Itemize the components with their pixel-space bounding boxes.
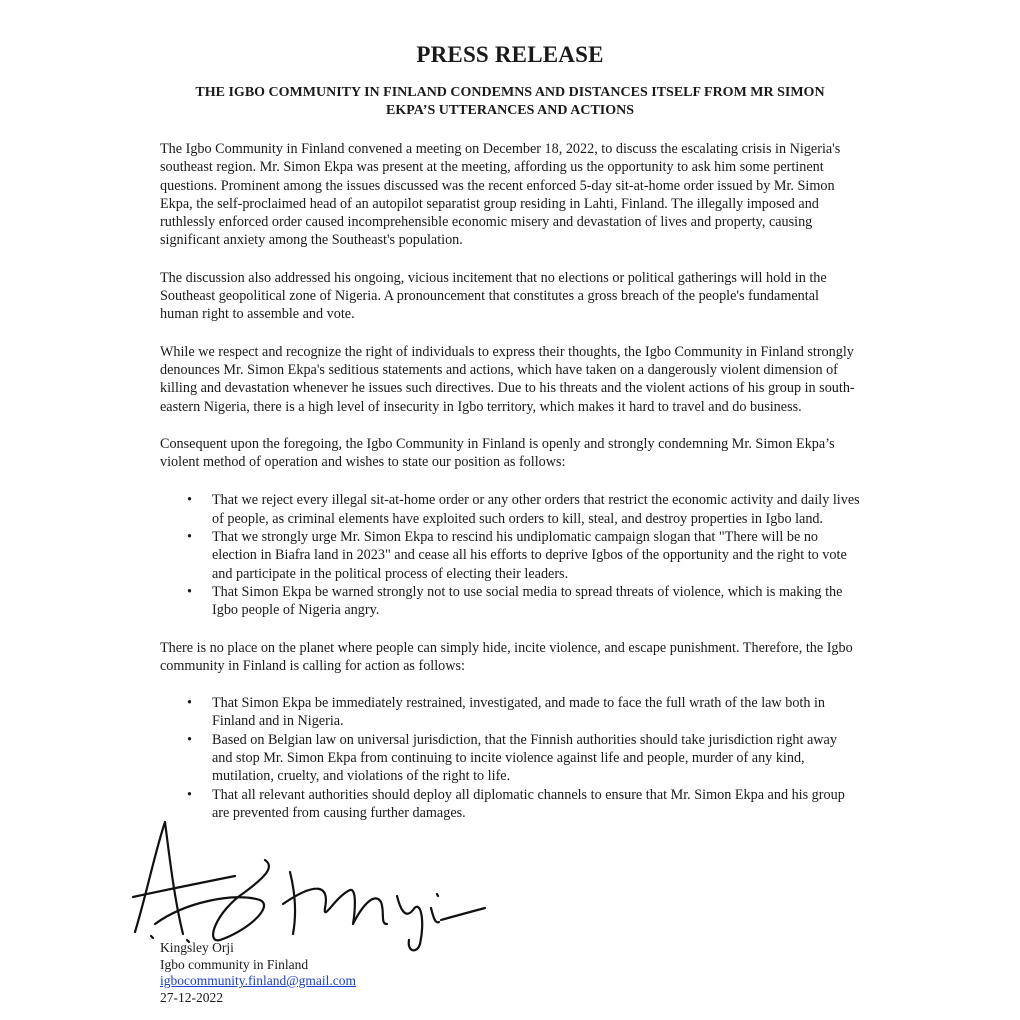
list-item: • That Simon Ekpa be warned strongly not to use social media to spread threats of violence, which is making the Igbo people of Nigeria angry. xyxy=(212,583,860,620)
signer-email-link[interactable]: igbocommunity.finland@gmail.com xyxy=(160,973,357,988)
signature-stroke xyxy=(283,872,387,934)
page-title: PRESS RELEASE xyxy=(416,42,604,67)
paragraph-action-intro: There is no place on the planet where people can simply hide, incite violence, and escape punishment. Therefore, the Igbo community in Finland is calling for action as follows: xyxy=(160,639,853,674)
signature-stroke xyxy=(397,896,422,950)
paragraph-meeting: The Igbo Community in Finland convened a meeting on December 18, 2022, to discuss the escalating crisis in Nigeria's southeast region. Mr. Simon Ekpa was present at the meeting, affording us the opportunity to ask him some pertinent questions. Prominent among the issues discussed was the recent enforced 5-day sit-at-home order issued by Mr. Simon Ekpa, the self-proclaimed head of an autopilot separatist group residing in Lahti, Finland. The illegally imposed and ruthlessly enforced order caused incomprehensible economic misery and devastation of lives and property, causing significant anxiety among the Southeast's population. xyxy=(160,141,841,249)
list-item: • That Simon Ekpa be immediately restrained, investigated, and made to face the full wrath of the law both in Finland and in Nigeria. xyxy=(212,694,860,731)
paragraph-elections: The discussion also addressed his ongoing, vicious incitement that no elections or political gatherings will hold in the Southeast geopolitical zone of Nigeria. A pronouncement that constitutes a gross breach of the people's fundamental human right to assemble and vote. xyxy=(160,269,827,323)
paragraph-denouncement: While we respect and recognize the right of individuals to express their thoughts, the Igbo Community in Finland strongly denounces Mr. Simon Ekpa's seditious statements and actions, which have taken on a dangerously violent dimension of killing and devastation whenever he issues such directives. Due to his threats and the violent actions of his group in south-eastern Nigeria, there is a high level of insecurity in Igbo territory, which makes it hard to travel and do business. xyxy=(160,343,855,415)
signature-stroke xyxy=(441,908,485,920)
list-item: • That we reject every illegal sit-at-home order or any other orders that restrict the economic activity and daily lives of people, as criminal elements have exploited such orders to kill, steal, and destroy properties in Igbo land. xyxy=(212,491,860,528)
paragraph-position-intro: Consequent upon the foregoing, the Igbo Community in Finland is openly and strongly condemning Mr. Simon Ekpa’s violent method of operation and wishes to state our position as follows: xyxy=(160,435,835,471)
signature-stroke xyxy=(431,894,439,922)
position-list xyxy=(160,491,860,619)
list-item: • That all relevant authorities should deploy all diplomatic channels to ensure that Mr. Simon Ekpa and his group are prevented from causing further damages. xyxy=(212,786,860,823)
signature-stroke xyxy=(155,860,269,940)
list-item: • That we strongly urge Mr. Simon Ekpa to rescind his undiplomatic campaign slogan that "There will be no election in Biafra land in 2023" and cease all his efforts to deprive Igbos of the opportunity and the right to vote and participate in the political process of electing their leaders. xyxy=(212,528,860,583)
action-list xyxy=(160,694,860,822)
document-body xyxy=(160,42,860,841)
list-item: • Based on Belgian law on universal jurisdiction, that the Finnish authorities should take jurisdiction right away and stop Mr. Simon Ekpa from continuing to incite violence against life and people, murder of any kind, mutilation, cruelty, and violations of the right to life. xyxy=(212,731,860,786)
signer-organization: Igbo community in Finland xyxy=(160,956,309,972)
signature-block xyxy=(160,940,356,1006)
signature-date: 27-12-2022 xyxy=(160,989,223,1005)
signer-name: Kingsley Orji xyxy=(160,940,234,955)
page-subtitle: THE IGBO COMMUNITY IN FINLAND CONDEMNS AND DISTANCES ITSELF FROM MR SIMON EKPA’S UTTERANCES AND ACTIONS xyxy=(195,85,825,118)
